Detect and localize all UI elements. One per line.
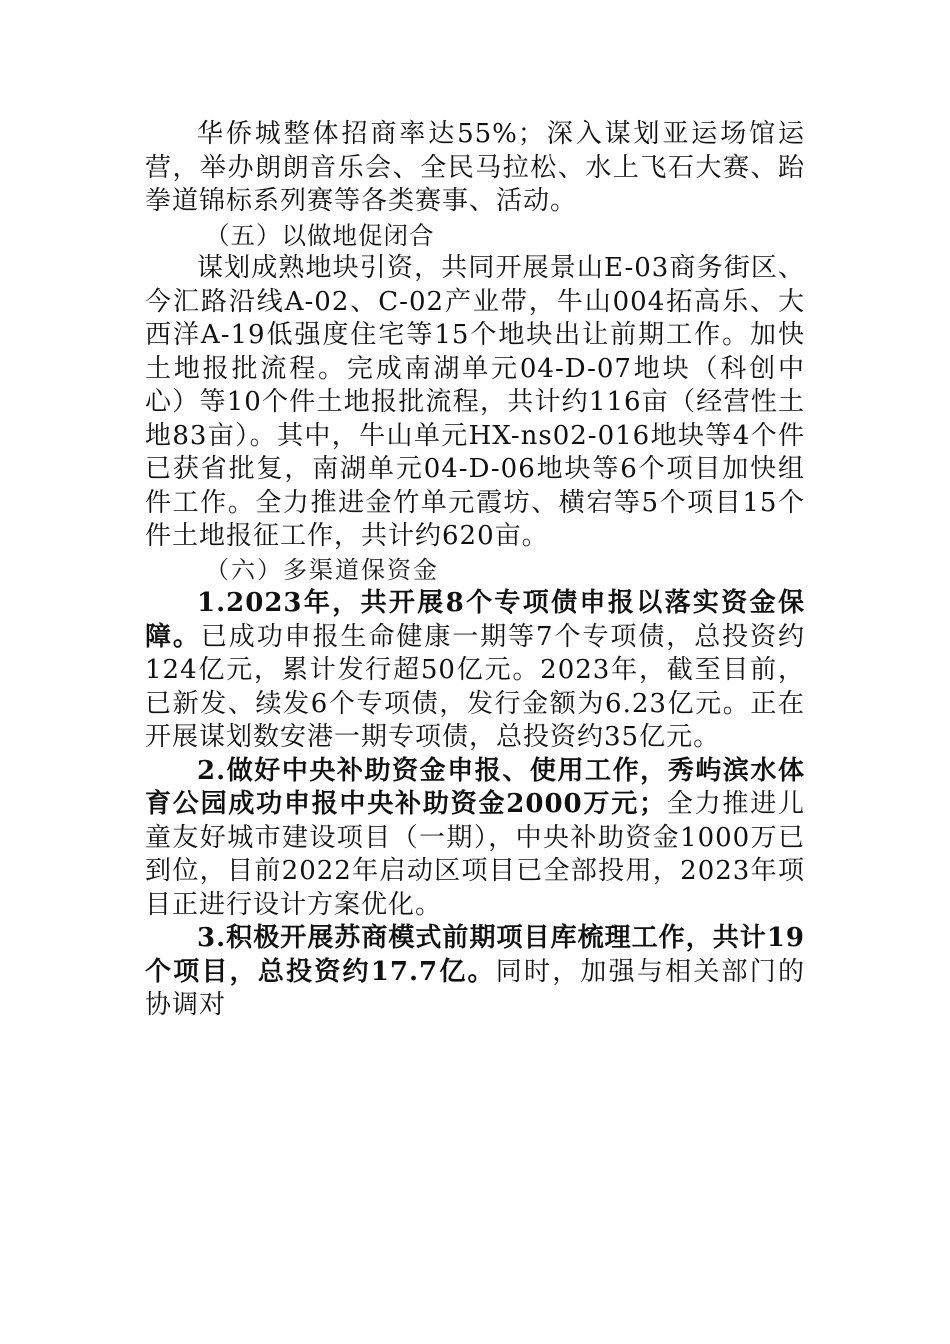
list-item-body: 已成功申报生命健康一期等7个专项债，总投资约124亿元，累计发行超50亿元。2023年，截至目前，已新发、续发6个专项债，发行金额为6.23亿元。正在开展谋划数安港一期专项债，总投资约35亿元。: [145, 621, 805, 752]
list-item-lead: 1.2023年，共开展8个专项债申报以落实资金保障。: [145, 588, 805, 652]
list-item-lead: 2.做好中央补助资金申报、使用工作，秀屿滨水体育公园成功申报中央补助资金2000万元；: [145, 755, 805, 819]
list-item-body: 同时，加强与相关部门的协调对: [145, 956, 805, 1020]
paragraph-land-development: 谋划成熟地块引资，共同开展景山E-03商务街区、今汇路沿线A-02、C-02产业带，牛山004拓高乐、大西洋A-19低强度住宅等15个地块出让前期工作。加快土地报批流程。完成南湖单元04-D-07地块（科创中心）等10个件土地报批流程，共计约116亩（经营性土地83亩）。其中，牛山单元HX-ns02-016地块等4个件已获省批复，南湖单元04-D-06地块等6个项目加快组件工作。全力推进金竹单元霞坊、横宕等5个项目15个件土地报征工作，共计约620亩。: [145, 253, 805, 551]
section-heading-five: （五）以做地促闭合: [205, 220, 435, 250]
paragraph-tourism-events: 华侨城整体招商率达55%；深入谋划亚运场馆运营，举办朗朗音乐会、全民马拉松、水上飞石大赛、跆拳道锦标系列赛等各类赛事、活动。: [145, 119, 805, 216]
list-item-special-bonds: [145, 587, 805, 755]
list-item-lead: 3.积极开展苏商模式前期项目库梳理工作，共计19个项目，总投资约17.7亿。: [145, 923, 805, 987]
document-body: [145, 118, 805, 1023]
list-item-body: 全力推进儿童友好城市建设项目（一期），中央补助资金1000万已到位，目前2022年启动区项目已全部投用，2023年项目正进行设计方案优化。: [145, 789, 805, 920]
section-heading-six: （六）多渠道保资金: [205, 555, 439, 584]
list-item-project-library: [145, 922, 805, 1023]
list-item-central-subsidy: [145, 755, 805, 923]
